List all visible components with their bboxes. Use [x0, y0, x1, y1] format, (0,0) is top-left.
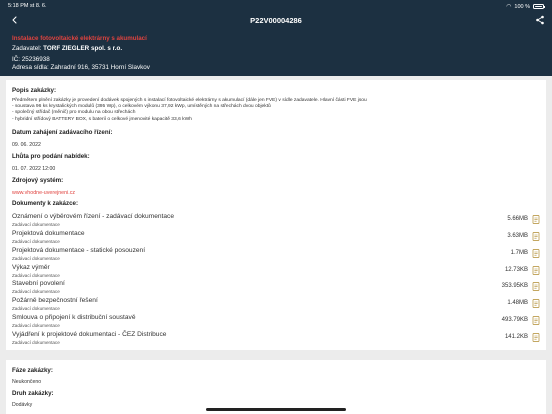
document-download-icon[interactable] [532, 299, 540, 308]
company-id: IČ: 25236938 [12, 56, 50, 63]
document-download-icon[interactable] [532, 266, 540, 275]
source-label: Zdrojový systém: [12, 177, 64, 184]
document-size: 353.95KB [501, 283, 528, 289]
document-size: 1.48MB [507, 300, 528, 306]
battery-icon [533, 4, 544, 10]
page-title: P22V00004286 [250, 16, 302, 25]
document-category: Zadávací dokumentace [12, 306, 60, 311]
document-name: Oznámení o výběrovém řízení - zadávací dokumentace [12, 213, 174, 220]
share-icon[interactable] [535, 15, 545, 25]
document-category: Zadávací dokumentace [12, 256, 60, 261]
description-label: Popis zakázky: [12, 87, 57, 94]
document-size: 3.63MB [507, 233, 528, 239]
document-download-icon[interactable] [532, 215, 540, 224]
source-link[interactable]: www.vhodne-uverejneni.cz [12, 190, 76, 196]
document-category: Zadávací dokumentace [12, 323, 60, 328]
document-size: 12.73KB [504, 267, 528, 273]
document-size: 493.79KB [501, 317, 528, 323]
tender-title: Instalace fotovoltaické elektrárny s akumulací [12, 35, 147, 42]
document-download-icon[interactable] [532, 249, 540, 258]
type-value: Dodávky [12, 402, 33, 408]
status-right [506, 3, 544, 10]
document-name: Požárně bezpečnostní řešení [12, 297, 98, 304]
document-item[interactable] [12, 314, 540, 330]
status-bar [0, 0, 552, 12]
wifi-icon: ◠ [506, 4, 512, 10]
phase-label: Fáze zakázky: [12, 367, 53, 374]
company-address: Adresa sídla: Zahradní 916, 35731 Horní Slavkov [12, 64, 150, 71]
start-date-label: Datum zahájení zadávacího řízení: [12, 129, 113, 136]
document-download-icon[interactable] [532, 333, 540, 342]
document-size: 1.7MB [510, 250, 528, 256]
battery-percent: 100 % [514, 3, 530, 10]
document-download-icon[interactable] [532, 282, 540, 291]
document-size: 5.66MB [507, 216, 528, 222]
document-category: Zadávací dokumentace [12, 289, 60, 294]
document-download-icon[interactable] [532, 232, 540, 241]
document-name: Stavební povolení [12, 280, 65, 287]
status-time: 5:18 PM st 8. 6. [8, 3, 47, 9]
document-name: Výkaz výměr [12, 264, 50, 271]
header-panel [0, 0, 552, 76]
start-date-value: 09. 06. 2022 [12, 142, 41, 148]
document-item[interactable] [12, 331, 540, 347]
deadline-value: 01. 07. 2022 12:00 [12, 166, 56, 172]
document-category: Zadávací dokumentace [12, 273, 60, 278]
document-item[interactable] [12, 213, 540, 229]
document-name: Projektová dokumentace - statické posouzení [12, 247, 146, 254]
description-text: Předmětem plnění zakázky je provedení dodávek spojených s instalací fotovoltaické elektrárny s akumulací (dále jen FVE) v sídle zadavatele. Hlavní části FVE jsou - soustava 96 ks krystalických modulů (395 Wp), o celkovém výkonu 37,92 kWp, umístěných na střechách dvou objektů - společný střídač (měnič) pro modulu na obou střechách - hybridní střídový BATTERY BOX, s baterií o celkové jmenovité kapacitě 33,6 kWh [12, 98, 367, 122]
document-category: Zadávací dokumentace [12, 239, 60, 244]
document-item[interactable] [12, 297, 540, 313]
document-name: Projektová dokumentace [12, 230, 85, 237]
document-download-icon[interactable] [532, 316, 540, 325]
document-category: Zadávací dokumentace [12, 340, 60, 345]
type-label: Druh zakázky: [12, 390, 54, 397]
document-name: Smlouva o připojení k distribuční soustavě [12, 314, 136, 321]
detail-card [6, 80, 546, 350]
document-item[interactable] [12, 280, 540, 296]
nav-bar [0, 13, 552, 29]
phase-card [6, 360, 546, 414]
phase-value: Neukončeno [12, 379, 42, 385]
contracting-authority: Zadavatel: TORF ZIEGLER spol. s r.o. [12, 45, 123, 52]
deadline-label: Lhůta pro podání nabídek: [12, 153, 90, 160]
home-indicator[interactable] [206, 408, 346, 411]
document-item[interactable] [12, 230, 540, 246]
document-size: 141.2KB [504, 334, 528, 340]
document-name: Vyjádření k projektové dokumentaci - ČEZ Distribuce [12, 331, 167, 338]
documents-label: Dokumenty k zakázce: [12, 200, 79, 207]
document-item[interactable] [12, 264, 540, 280]
document-item[interactable] [12, 247, 540, 263]
document-category: Zadávací dokumentace [12, 222, 60, 227]
